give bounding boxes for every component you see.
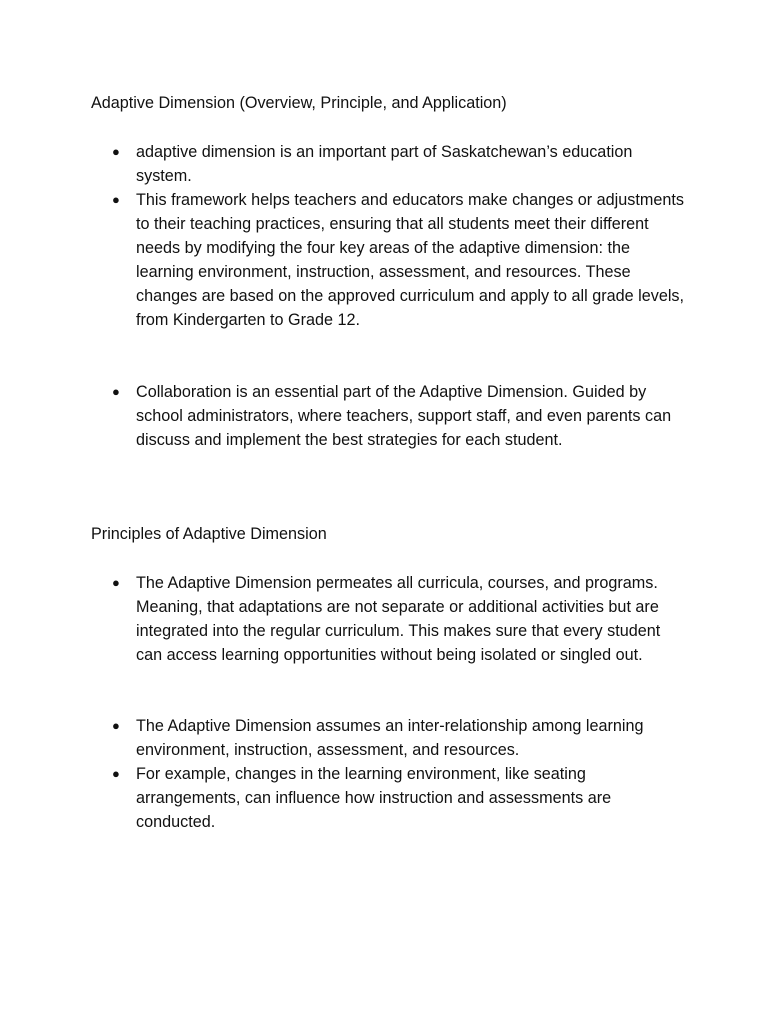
list-item	[112, 571, 687, 667]
list-item	[112, 188, 687, 332]
bullet-icon: ●	[112, 192, 120, 207]
bullet-icon: ●	[112, 718, 120, 733]
bullet-icon: ●	[112, 575, 120, 590]
list-item-text: The Adaptive Dimension permeates all curricula, courses, and programs. Meaning, that adaptations are not separate or additional activities but are integrated into the regular curriculum. This makes sure that every student can access learning opportunities without being isolated or singled out.	[136, 574, 661, 664]
list-item	[112, 714, 687, 762]
list-item-text: Collaboration is an essential part of the Adaptive Dimension. Guided by school administrators, where teachers, support staff, and even parents can discuss and implement the best strategies for each student.	[136, 383, 672, 449]
list-item	[112, 762, 687, 834]
list-item-text: The Adaptive Dimension assumes an inter-relationship among learning environment, instruction, assessment, and resources.	[136, 717, 644, 759]
list-item	[112, 140, 687, 188]
bullet-icon: ●	[112, 384, 120, 399]
list-item-text: adaptive dimension is an important part of Saskatchewan’s education system.	[136, 143, 633, 185]
list-item-text: This framework helps teachers and educators make changes or adjustments to their teaching practices, ensuring that all students meet their different needs by modifying the four key areas of the adaptive dimension: the learning environment, instruction, assessment, and resources. These changes are based on the approved curriculum and apply to all grade levels, from Kindergarten to Grade 12.	[136, 191, 685, 329]
list-item-text: For example, changes in the learning environment, like seating arrangements, can influence how instruction and assessments are conducted.	[136, 765, 612, 831]
section-heading: Principles of Adaptive Dimension	[91, 525, 327, 543]
document-title: Adaptive Dimension (Overview, Principle, and Application)	[91, 94, 507, 112]
bullet-icon: ●	[112, 766, 120, 781]
list-item	[112, 380, 687, 452]
bullet-icon: ●	[112, 144, 120, 159]
